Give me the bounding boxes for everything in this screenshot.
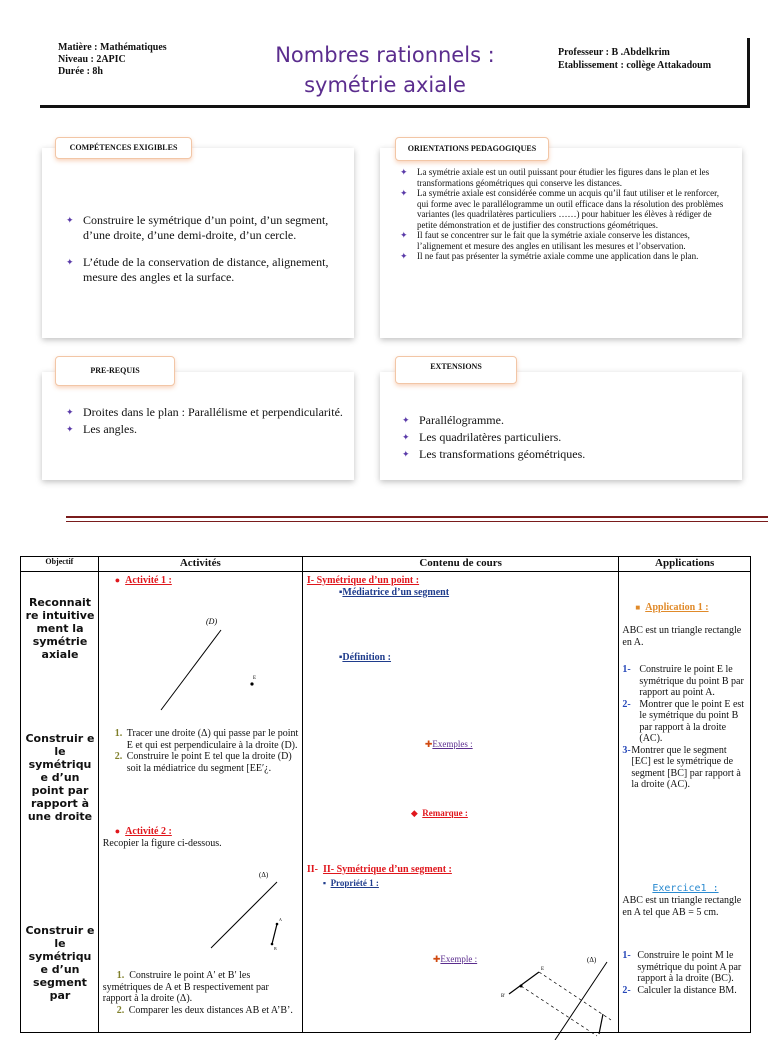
prerequis-label: PRE-REQUIS xyxy=(55,356,175,386)
point-e xyxy=(250,682,253,685)
exemples-heading: ✚Exemples : xyxy=(424,739,473,749)
header-border-bottom xyxy=(40,105,750,108)
activity-1-item-1: Tracer une droite (Δ) qui passe par le point E et qui est perpendiculaire à la droite (D). xyxy=(126,728,299,751)
table-header-row xyxy=(21,557,751,572)
exemple-heading: ✚Exemple : xyxy=(432,954,478,964)
point-b xyxy=(270,943,273,946)
label-d: (D) xyxy=(205,617,217,626)
prerequis-card xyxy=(42,372,354,480)
mediatrice-heading: ▪Médiatrice d’un segment xyxy=(338,587,450,598)
list-item: ✦ Parallélogramme. xyxy=(402,412,732,429)
application-1-item-1: Construire le point E le symétrique du point B par rapport au point A. xyxy=(639,664,744,698)
activity-2-items: 1. Construire le point A′ et B′ les symétriques de A et B respectivement par rapport à la droite (Δ). 2. Comparer les deux distances AB et A’B’. xyxy=(103,970,299,1016)
activity-2-item-1: 1. Construire le point A′ et B′ les symétriques de A et B respectivement par rapport à la droite (Δ). xyxy=(102,970,269,1004)
prerequis-list xyxy=(66,404,346,438)
table-row xyxy=(21,572,751,1033)
teacher-info xyxy=(558,46,711,72)
section-1-title: I- Symétrique d’un point : xyxy=(306,575,420,586)
fig-e-label: E xyxy=(540,967,544,972)
application-1-item-2: Montrer que le point E est le symétrique du point B par rapport à la droite (AC). xyxy=(639,698,745,744)
list-item: ✦ Construire le symétrique d’un point, d’un segment, d’une droite, d’une demi-droite, d’un cercle. xyxy=(66,213,350,243)
definition-heading: ▪Définition : xyxy=(338,652,392,663)
exercice-1-item-1: Construire le point M le symétrique du point A par rapport à la droite (BC). xyxy=(637,950,742,984)
propriete-heading: ▪ Propriété 1 : xyxy=(322,878,379,888)
line-d xyxy=(161,630,221,710)
activity-1-item-2: Construire le point E tel que la droite (D) soit la médiatrice du segment [EE′¿. xyxy=(126,751,292,774)
list-item: ✦ Il faut se concentrer sur le fait que la symétrie axiale conserve les distances, l’alignement et mesure des angles en utilisant les mesures et l’observation. xyxy=(400,230,730,251)
school-text: Etablissement : collège Attakadoum xyxy=(558,60,712,71)
list-item: ✦ Les transformations géométriques. xyxy=(402,446,732,463)
label-b: B xyxy=(273,946,277,951)
activity-2-title: ● Activité 2 : xyxy=(114,826,172,837)
segment-ab xyxy=(272,924,277,944)
section-divider-thin xyxy=(66,521,768,522)
objectif-1: Reconnait re intuitive ment la symétrie axiale xyxy=(25,596,95,661)
point-a xyxy=(275,923,278,926)
orientations-card xyxy=(380,148,742,338)
header-activites: Activités xyxy=(98,557,302,572)
objectif-cell xyxy=(21,572,99,1033)
title-line-1: Nombres rationnels : xyxy=(275,43,495,67)
list-item: ✦ Droites dans le plan : Parallélisme et perpendicularité. xyxy=(66,404,346,421)
header-objectif: Objectif xyxy=(21,557,99,572)
fig-b-label: B' xyxy=(500,994,506,999)
course-info xyxy=(58,42,167,78)
list-item: ✦ Il ne faut pas présenter la symétrie axiale comme une application dans le plan. xyxy=(400,251,730,262)
label-e: E xyxy=(252,676,256,681)
extensions-card xyxy=(380,372,742,480)
list-item: ✦ La symétrie axiale est un outil puissant pour étudier les figures dans le plan et les transformations géométriques qui conserve les distances. xyxy=(400,167,730,188)
activity-2-item-2: Comparer les deux distances AB et A’B’. xyxy=(128,1004,293,1016)
segment-left xyxy=(509,972,539,994)
activity-1-title: ● Activité 1 : xyxy=(114,575,172,586)
exercice-1-title: Exercice1 : xyxy=(652,883,719,894)
exercice-1-item-2: Calculer la distance BM. xyxy=(637,984,737,996)
fig-delta-label: (Δ) xyxy=(586,956,597,964)
orientations-list xyxy=(400,167,730,262)
applications-cell xyxy=(619,572,751,1033)
application-1-title: ■ Application 1 : xyxy=(635,602,709,613)
remarque-heading: ◆ Remarque : xyxy=(410,808,468,818)
label-delta: (Δ) xyxy=(258,871,268,879)
application-1-item-3: Montrer que le segment [EC] est le symétrique de segment [BC] par rapport à la droite (AC). xyxy=(631,744,741,790)
page-title xyxy=(240,40,530,100)
objectif-2: Construir e le symétriqu e d’un point par rapport à une droite xyxy=(25,732,95,823)
competences-label: COMPÉTENCES EXIGIBLES xyxy=(55,137,192,159)
lesson-table xyxy=(20,556,751,1033)
duration-text: Durée : 8h xyxy=(58,66,103,77)
section-2-title: II- II- Symétrique d’un segment : xyxy=(306,864,452,875)
section-divider xyxy=(66,516,768,518)
objectif-3: Construir e le symétriqu e d’un segment par xyxy=(25,924,95,1002)
teacher-text: Professeur : B .Abdelkrim xyxy=(558,47,670,58)
list-item: ✦ Les quadrilatères particuliers. xyxy=(402,429,732,446)
application-1-items: 1- Construire le point E le symétrique du point B par rapport au point A. 2- Montrer que le point E est le symétrique du point B par rapport à la droite (AC). 3- Montrer que le segment [EC] est le symétrique de segment [BC] par rapport à la droite (AC). xyxy=(622,664,748,791)
axis-line xyxy=(555,962,607,1040)
title-line-2: symétrie axiale xyxy=(304,73,466,97)
activity-2-intro: Recopier la figure ci-dessous. xyxy=(102,838,222,849)
list-item: ✦ La symétrie axiale est considérée comme un acquis qu’il faut utiliser et le renforcer, qui forme avec le parallélogramme un outil efficace dans la résolution des problèmes variantes (les quadrilatères particuliers ……) pour habituer les élèves à rédiger de petite démonstration et de justifier des constructions géométriques. xyxy=(400,188,730,230)
exercice-1-items: 1- Construire le point M le symétrique du point A par rapport à la droite (BC). 2- Calculer la distance BM. xyxy=(622,950,748,996)
extensions-list xyxy=(402,412,732,463)
extensions-label: EXTENSIONS xyxy=(395,356,517,384)
application-1-intro: ABC est un triangle rectangle en A. xyxy=(622,625,742,648)
header-border-right xyxy=(747,38,750,108)
competences-list xyxy=(66,213,350,297)
header-applications: Applications xyxy=(619,557,751,572)
orientations-label: ORIENTATIONS PEDAGOGIQUES xyxy=(395,137,549,161)
exercice-1-intro: ABC est un triangle rectangle en A tel que AB = 5 cm. xyxy=(622,895,742,918)
exemple-figure xyxy=(499,950,619,1040)
level-text: Niveau : 2APIC xyxy=(58,54,126,65)
list-item: ✦ Les angles. xyxy=(66,421,346,438)
activites-cell xyxy=(98,572,302,1033)
activity-1-figure xyxy=(149,610,289,715)
segment-right xyxy=(599,1014,603,1034)
header-contenu: Contenu de cours xyxy=(302,557,619,572)
dashed-2 xyxy=(539,972,611,1020)
activity-2-figure xyxy=(199,864,299,959)
label-a: A xyxy=(278,917,282,922)
subject-text: Matière : Mathématiques xyxy=(58,42,167,53)
contenu-cell xyxy=(302,572,619,1033)
activity-1-items: 1. Tracer une droite (Δ) qui passe par le point E et qui est perpendiculaire à la droite (D). 2. Construire le point E tel que la droite (D) soit la médiatrice du segment [EE′¿. xyxy=(115,728,301,774)
competences-card xyxy=(42,148,354,338)
line-delta xyxy=(211,882,277,948)
list-item: ✦ L’étude de la conservation de distance, alignement, mesure des angles et la surface. xyxy=(66,255,350,285)
